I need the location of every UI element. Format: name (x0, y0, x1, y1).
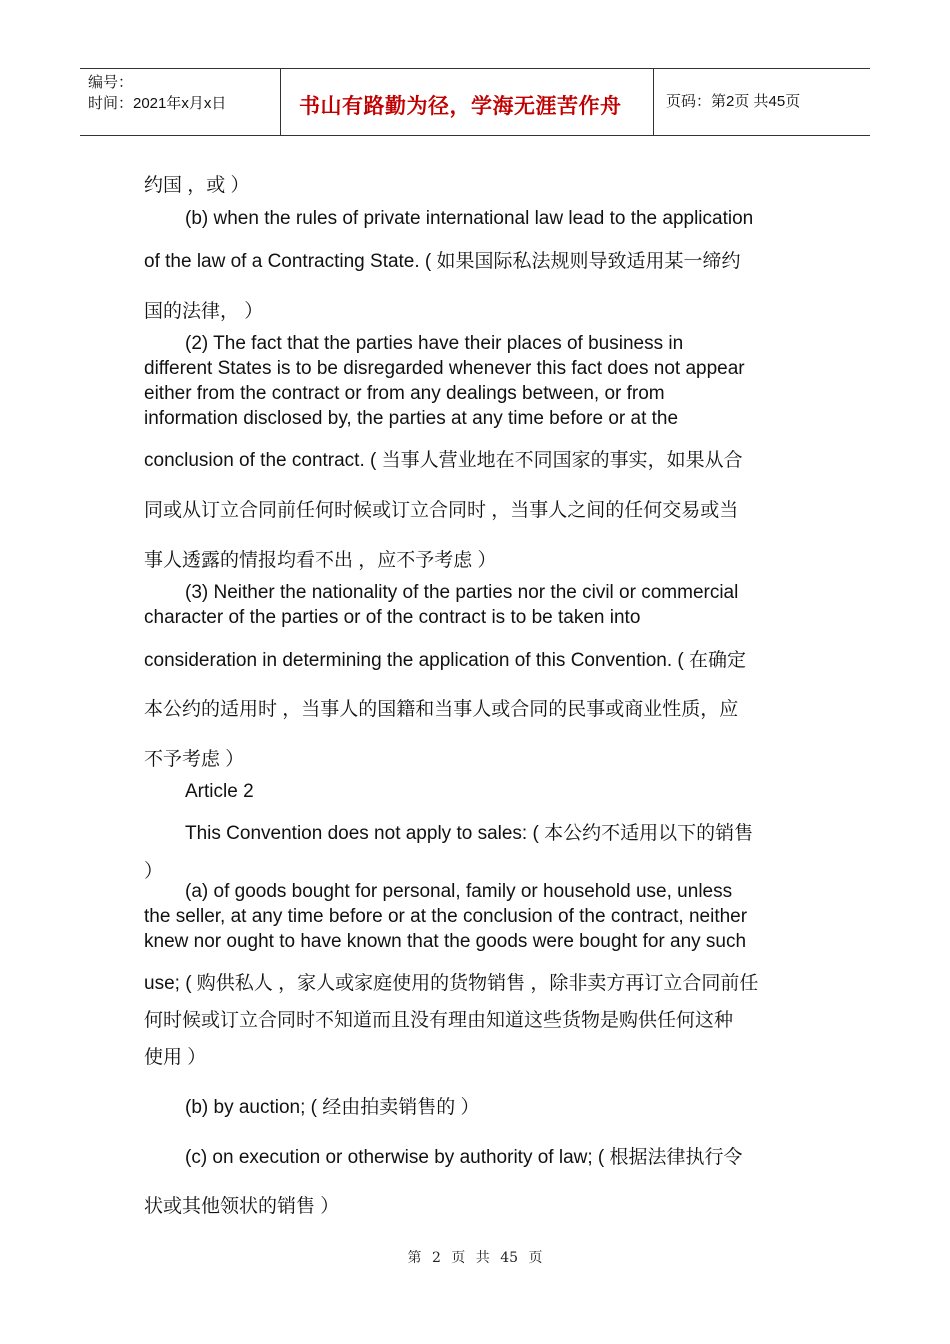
text-line: 不予考虑 ） (144, 749, 245, 770)
text-line: ） (144, 861, 164, 882)
text-line: (c) on execution or otherwise by authority of law; ( 根据法律执行令 (185, 1147, 743, 1168)
text-line: (a) of goods bought for personal, family or household use, unless (185, 881, 733, 902)
text-line: 本公约的适用时 ，当事人的国籍和当事人或合同的民事或商业性质，应 (144, 699, 739, 720)
text-line: use; ( 购供私人 ，家人或家庭使用的货物销售 ，除非卖方再订立合同前任 (144, 973, 759, 994)
text-line: (b) by auction; ( 经由拍卖销售的 ） (185, 1097, 480, 1118)
text-line: (3) Neither the nationality of the parties nor the civil or commercial (185, 582, 739, 603)
text-line: 事人透露的情报均看不出 ，应不予考虑 ） (144, 550, 497, 571)
date-label: 时间：2021年x月x日 (88, 95, 227, 112)
page-footer: 第 2 页 共 45 页 (407, 1250, 543, 1266)
number-label: 编号： (88, 74, 134, 91)
header-meta-cell (80, 69, 281, 135)
text-line: character of the parties or of the contract is to be taken into (144, 607, 641, 628)
text-line: knew nor ought to have known that the goods were bought for any such (144, 931, 747, 952)
article-heading: Article 2 (185, 781, 254, 802)
text-line: 同或从订立合同前任何时候或订立合同时 ，当事人之间的任何交易或当 (144, 500, 739, 521)
text-line: 使用 ） (144, 1047, 207, 1068)
text-line: 何时候或订立合同时不知道而且没有理由知道这些货物是购供任何这种 (144, 1010, 734, 1031)
header-motto-cell (281, 69, 654, 135)
text-line: different States is to be disregarded whenever this fact does not appear (144, 358, 745, 379)
text-line: This Convention does not apply to sales: ( 本公约不适用以下的销售 (185, 823, 754, 844)
text-line: conclusion of the contract. ( 当事人营业地在不同国家的事实，如果从合 (144, 450, 743, 471)
motto: 书山有路勤为径，学海无涯苦作舟 (299, 95, 622, 118)
text-line: (b) when the rules of private international law lead to the application (185, 208, 754, 229)
text-line: of the law of a Contracting State. ( 如果国际私法规则导致适用某一缔约 (144, 251, 741, 272)
header-page-info: 页码：第2页 共45页 (666, 93, 801, 110)
text-line: the seller, at any time before or at the conclusion of the contract, neither (144, 906, 748, 927)
text-line: either from the contract or from any dealings between, or from (144, 383, 665, 404)
text-line: consideration in determining the application of this Convention. ( 在确定 (144, 650, 746, 671)
page-header (80, 68, 870, 136)
text-line: 状或其他领状的销售 ） (144, 1196, 340, 1217)
text-line: 约国 ，或 ） (144, 175, 250, 196)
text-line: 国的法律， ） (144, 301, 264, 322)
text-line: (2) The fact that the parties have their places of business in (185, 333, 684, 354)
text-line: information disclosed by, the parties at any time before or at the (144, 408, 679, 429)
